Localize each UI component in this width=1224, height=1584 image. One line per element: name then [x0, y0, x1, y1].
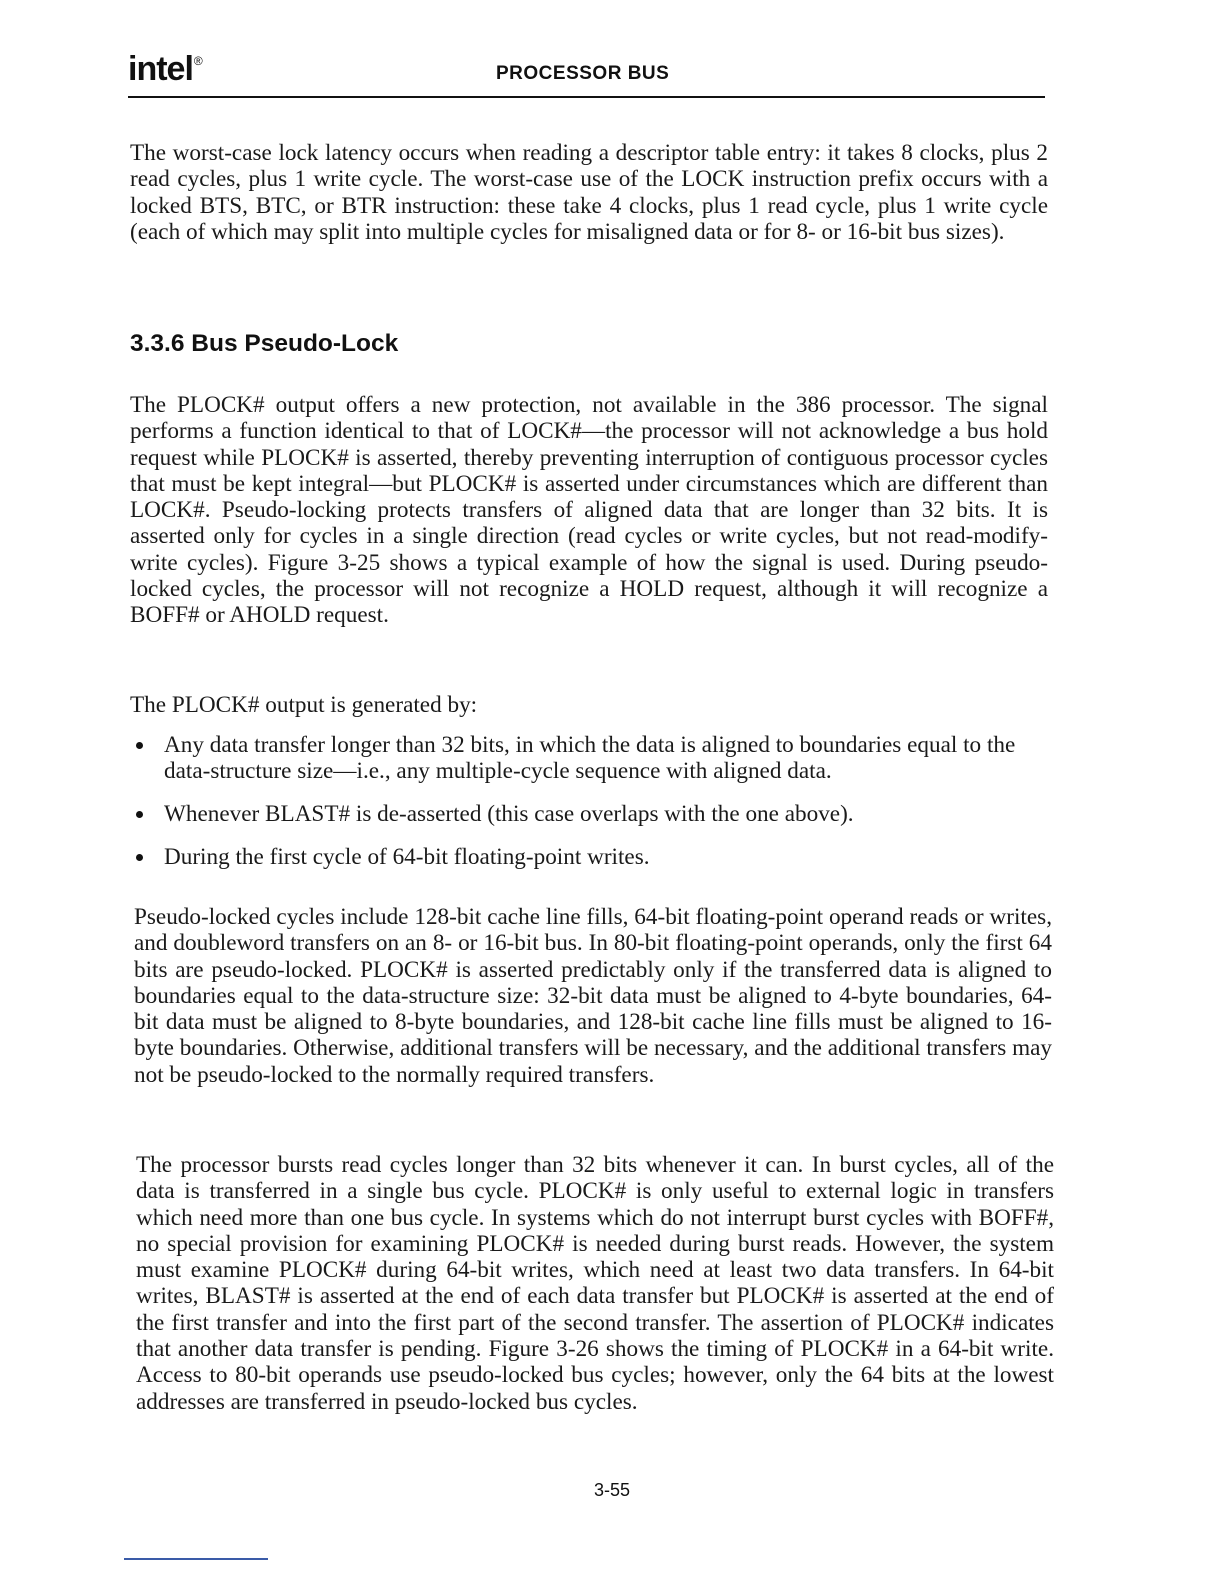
bullet-text: Whenever BLAST# is de-asserted (this case overlaps with the one above). — [164, 800, 854, 827]
bullet-list — [130, 732, 1048, 870]
bullet-icon — [136, 854, 143, 861]
section-heading: 3.3.6 Bus Pseudo-Lock — [130, 330, 399, 357]
paragraph-lock-latency: The worst-case lock latency occurs when reading a descriptor table entry: it takes 8 clocks, plus 2 read cycles, plus 1 write cycle. The worst-case use of the LOCK instruction prefix occurs with a locked BTS, BTC, or BTR instruction: these take 4 clocks, plus 1 read cycle, plus 1 write cycle (each of which may split into multiple cycles for misaligned data or for 8- or 16-bit bus sizes). — [130, 140, 1048, 245]
paragraph-plock-generated: The PLOCK# output is generated by: — [130, 692, 478, 718]
bullet-text: Any data transfer longer than 32 bits, in which the data is aligned to boundaries equal to the data-structure size—i.e., any multiple-cycle sequence with aligned data. — [164, 732, 1016, 785]
footer-rule — [124, 1558, 268, 1560]
list-item — [130, 732, 1048, 785]
bullet-icon — [136, 811, 143, 818]
header-title: PROCESSOR BUS — [496, 63, 670, 84]
paragraph-pseudo-locked-cycles: Pseudo-locked cycles include 128-bit cache line fills, 64-bit floating-point operand reads or writes, and doubleword transfers on an 8- or 16-bit bus. In 80-bit floating-point operands, only the first 64 bits are pseudo-locked. PLOCK# is asserted predictably only if the transferred data is aligned to boundaries equal to the data-structure size: 32-bit data must be aligned to 4-byte boundaries, 64-bit data must be aligned to 8-byte boundaries, and 128-bit cache line fills must be aligned to 16-byte boundaries. Otherwise, additional transfers will be necessary, and the additional transfers may not be pseudo-locked to the normally required transfers. — [134, 904, 1052, 1088]
intel-logo — [128, 50, 201, 89]
page-number: 3-55 — [593, 1480, 631, 1500]
bullet-icon — [136, 742, 143, 749]
page-header — [128, 50, 1045, 98]
bullet-text: During the first cycle of 64-bit floating-point writes. — [164, 843, 650, 870]
list-item — [130, 844, 1048, 870]
logo-text: intel — [128, 50, 193, 88]
paragraph-plock-intro: The PLOCK# output offers a new protection, not available in the 386 processor. The signal performs a function identical to that of LOCK#—the processor will not acknowledge a bus hold request while PLOCK# is asserted, thereby preventing interruption of contiguous processor cycles that must be kept integral—but PLOCK# is asserted under circumstances which are different than LOCK#. Pseudo-locking protects transfers of aligned data that are longer than 32 bits. It is asserted only for cycles in a single direction (read cycles or write cycles, but not read-modify-write cycles). Figure 3-25 shows a typical example of how the signal is used. During pseudo-locked cycles, the processor will not recognize a HOLD request, although it will recognize a BOFF# or AHOLD request. — [130, 392, 1048, 629]
registered-mark: ® — [193, 54, 202, 68]
list-item — [130, 801, 1048, 827]
paragraph-burst-cycles: The processor bursts read cycles longer than 32 bits whenever it can. In burst cycles, all of the data is transferred in a single bus cycle. PLOCK# is only useful to external logic in transfers which need more than one bus cycle. In systems which do not interrupt burst cycles with BOFF#, no special provision for examining PLOCK# is needed during burst reads. However, the system must examine PLOCK# during 64-bit writes, which need at least two data transfers. In 64-bit writes, BLAST# is asserted at the end of each data transfer but PLOCK# is asserted at the end of the first transfer and into the first part of the second transfer. The assertion of PLOCK# indicates that another data transfer is pending. Figure 3-26 shows the timing of PLOCK# in a 64-bit write. Access to 80-bit operands use pseudo-locked bus cycles; however, only the 64 bits at the lowest addresses are transferred in pseudo-locked bus cycles. — [136, 1152, 1054, 1415]
